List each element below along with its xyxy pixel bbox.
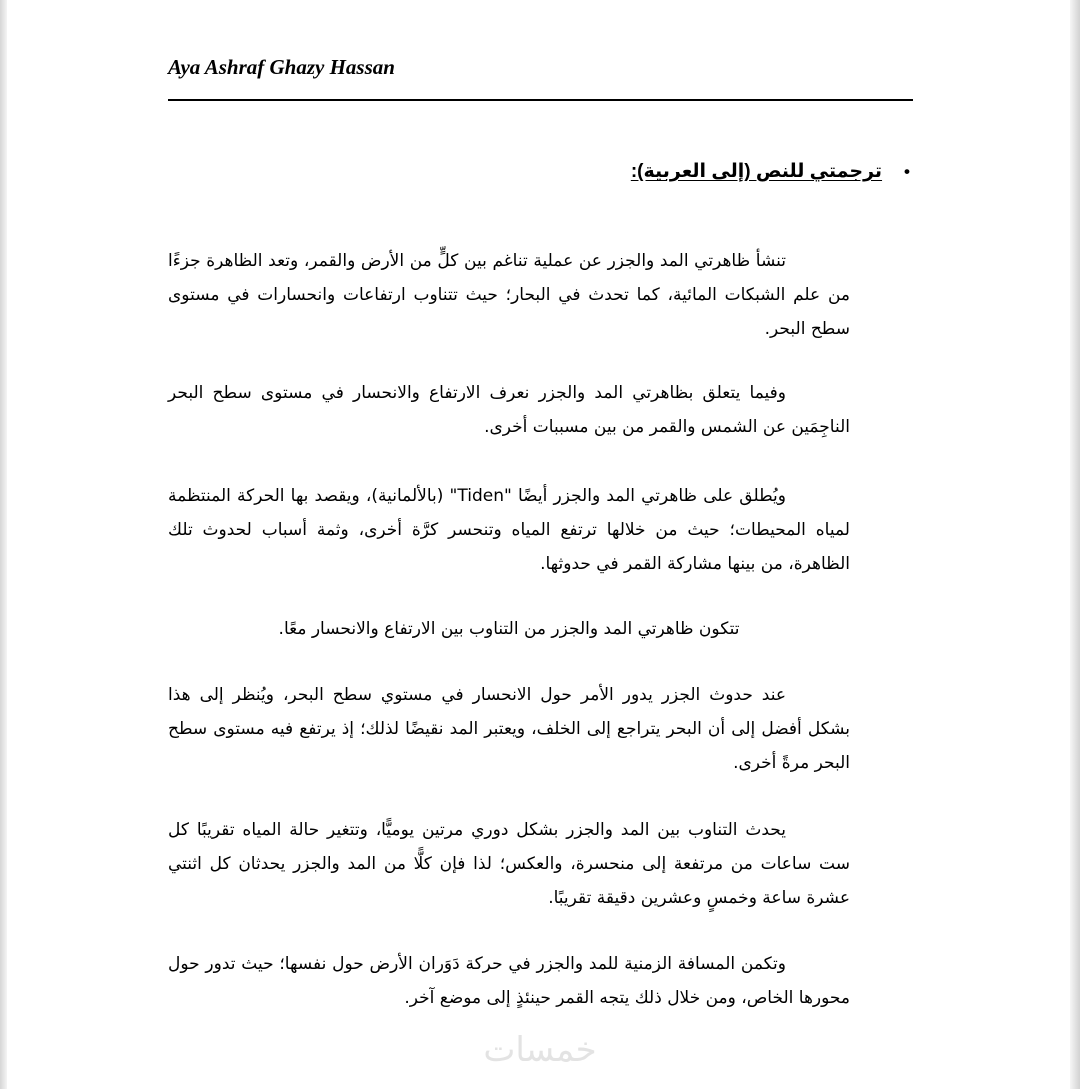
page-edge-left <box>0 0 7 1089</box>
paragraph-7: وتكمن المسافة الزمنية للمد والجزر في حركة دَوَران الأرض حول نفسها؛ حيث تدور حول محورها الخاص، ومن خلال ذلك يتجه القمر حينئذٍ إلى موضع آخر. <box>168 954 850 1008</box>
paragraph-6: يحدث التناوب بين المد والجزر بشكل دوري مرتين يوميًّا، وتتغير حالة المياه تقريبًا كل ست ساعات من مرتفعة إلى منحسرة، والعكس؛ لذا فإن كلًّا من المد والجزر يحدثان كل اثنتي عشرة ساعة وخمسٍ وعشرين دقيقة تقريبًا. <box>168 820 850 908</box>
header-rule <box>168 99 913 101</box>
page-edge-right <box>1070 0 1080 1089</box>
bullet-icon: • <box>904 162 910 181</box>
section-heading <box>631 160 910 183</box>
section-heading-text: ترجمتي للنص (إلى العربية): <box>630 161 883 182</box>
paragraph-5: عند حدوث الجزر يدور الأمر حول الانحسار في مستوي سطح البحر، ويُنظر إلى هذا بشكل أفضل إلى أن البحر يتراجع إلى الخلف، ويعتبر المد نقيضًا لذلك؛ إذ يرتفع فيه مستوى سطح البحر مرةً أخرى. <box>168 685 850 773</box>
watermark-logo: خمسات <box>483 1030 597 1070</box>
paragraph-1: تنشأ ظاهرتي المد والجزر عن عملية تناغم بين كلٍّ من الأرض والقمر، وتعد الظاهرة جزءًا من علم الشبكات المائية، كما تحدث في البحار؛ حيث تتناوب ارتفاعات وانحسارات في مستوى سطح البحر. <box>168 251 850 339</box>
author-name: Aya Ashraf Ghazy Hassan <box>168 55 395 79</box>
paragraph-2: وفيما يتعلق بظاهرتي المد والجزر نعرف الارتفاع والانحسار في مستوى سطح البحر الناجِمَين عن الشمس والقمر من بين مسببات أخرى. <box>168 383 850 437</box>
paragraph-4: تتكون ظاهرتي المد والجزر من التناوب بين الارتفاع والانحسار معًا. <box>278 619 740 639</box>
paragraph-3: ويُطلق على ظاهرتي المد والجزر أيضًا "Tiden" (بالألمانية)، ويقصد بها الحركة المنتظمة لمياه المحيطات؛ حيث من خلالها ترتفع المياه وتنحسر كرَّة أخرى، وثمة أسباب لحدوث تلك الظاهرة، من بينها مشاركة القمر في حدوثها. <box>168 486 850 574</box>
